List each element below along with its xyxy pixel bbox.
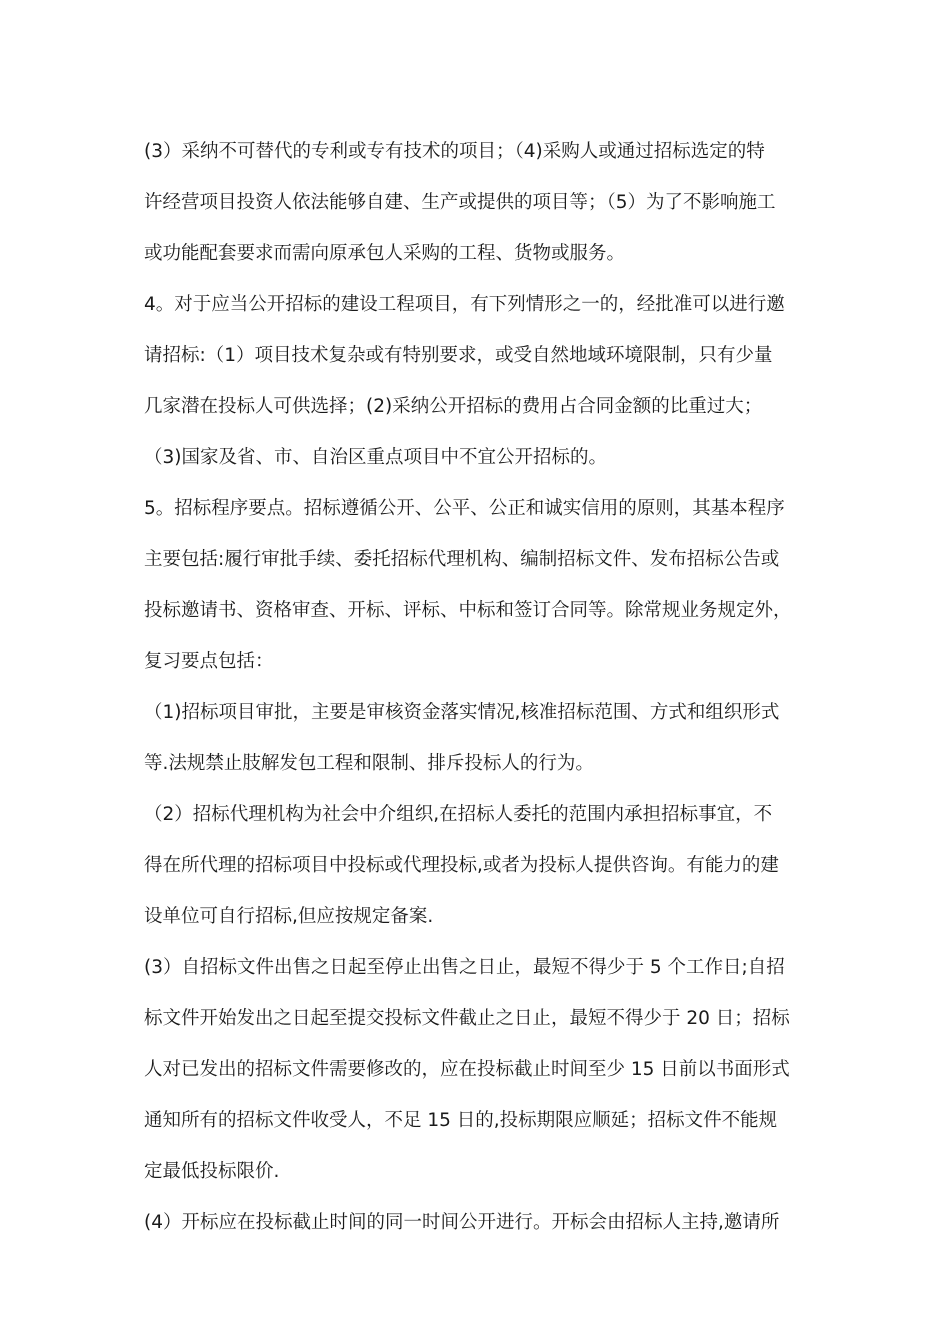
text-line: (4）开标应在投标截止时间的同一时间公开进行。开标会由招标人主持,邀请所: [144, 1212, 780, 1233]
text-line: 几家潜在投标人可供选择；(2)采纳公开招标的费用占合同金额的比重过大；: [144, 396, 763, 417]
text-line: 4。对于应当公开招标的建设工程项目，有下列情形之一的，经批准可以进行邀: [144, 294, 785, 315]
text-line: （1)招标项目审批，主要是审核资金落实情况,核准招标范围、方式和组织形式: [144, 702, 780, 723]
text-line: 投标邀请书、资格审查、开标、评标、中标和签订合同等。除常规业务规定外，: [144, 600, 792, 621]
text-line: 人对已发出的招标文件需要修改的，应在投标截止时间至少 15 日前以书面形式: [144, 1059, 790, 1080]
text-line: (3）自招标文件出售之日起至停止出售之日止，最短不得少于 5 个工作日;自招: [144, 957, 785, 978]
text-line: 请招标:（1）项目技术复杂或有特别要求，或受自然地域环境限制，只有少量: [144, 345, 773, 366]
text-line: （2）招标代理机构为社会中介组织,在招标人委托的范围内承担招标事宜，不: [144, 804, 773, 825]
text-line: 通知所有的招标文件收受人，不足 15 日的,投标期限应顺延；招标文件不能规: [144, 1110, 778, 1131]
text-line: 复习要点包括：: [144, 651, 274, 672]
text-line: 得在所代理的招标项目中投标或代理投标,或者为投标人提供咨询。有能力的建: [144, 855, 779, 876]
text-line: (3）采纳不可替代的专利或专有技术的项目；（4)采购人或通过招标选定的特: [144, 141, 765, 162]
text-line: 或功能配套要求而需向原承包人采购的工程、货物或服务。: [144, 243, 626, 264]
text-line: 定最低投标限价.: [144, 1161, 280, 1182]
text-line: 许经营项目投资人依法能够自建、生产或提供的项目等；（5）为了不影响施工: [144, 192, 776, 213]
text-line: 标文件开始发出之日起至提交投标文件截止之日止，最短不得少于 20 日；招标: [144, 1008, 790, 1029]
document-body: [144, 126, 814, 1248]
text-line: 等.法规禁止肢解发包工程和限制、排斥投标人的行为。: [144, 753, 594, 774]
text-line: （3)国家及省、市、自治区重点项目中不宜公开招标的。: [144, 447, 607, 468]
text-line: 设单位可自行招标,但应按规定备案.: [144, 906, 434, 927]
text-line: 5。招标程序要点。招标遵循公开、公平、公正和诚实信用的原则，其基本程序: [144, 498, 785, 519]
text-line: 主要包括:履行审批手续、委托招标代理机构、编制招标文件、发布招标公告或: [144, 549, 780, 570]
